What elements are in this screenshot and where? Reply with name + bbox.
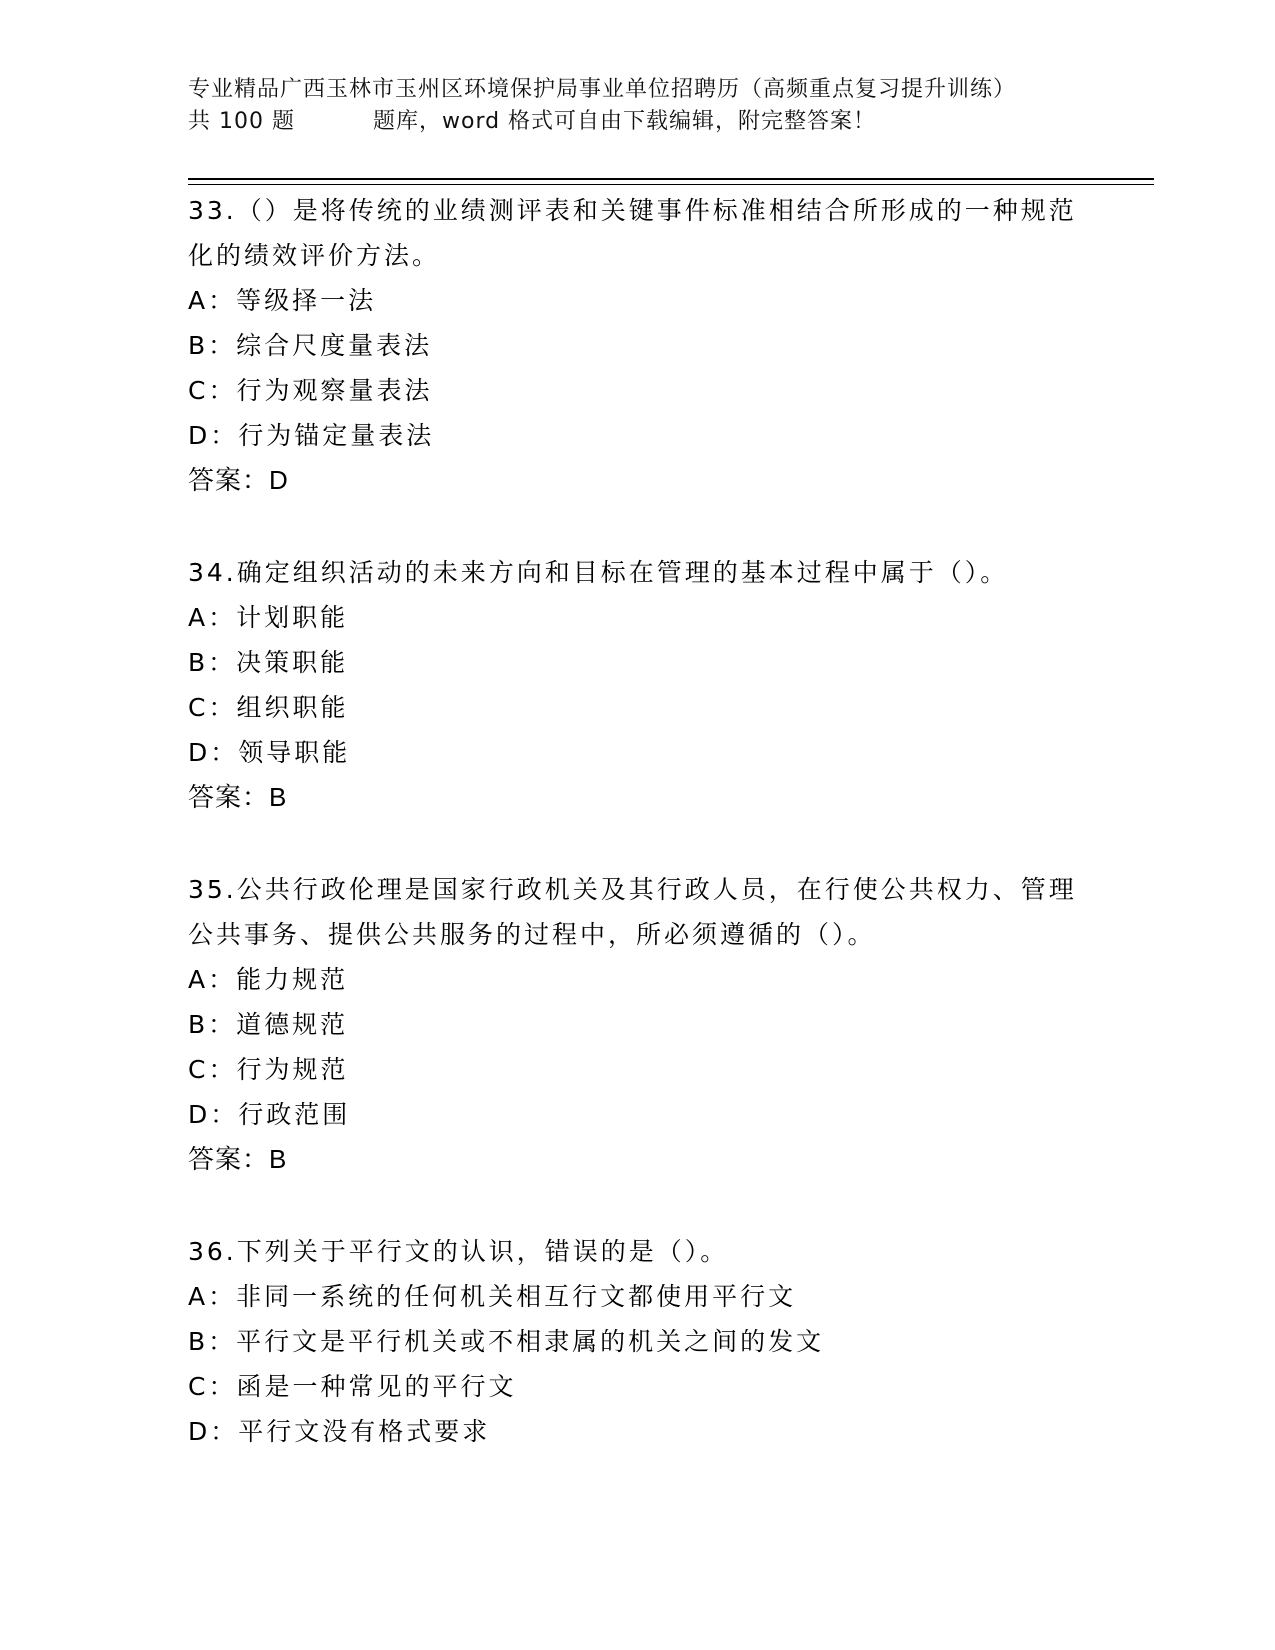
question-36 <box>188 1229 1088 1454</box>
question-text: 33.（）是将传统的业绩测评表和关键事件标准相结合所形成的一种规范化的绩效评价方法。 <box>188 196 1077 270</box>
option-d: D：领导职能 <box>188 738 351 767</box>
option-d: D：平行文没有格式要求 <box>188 1417 491 1446</box>
answer-line: 答案：B <box>188 1144 288 1174</box>
question-list <box>188 188 1088 1454</box>
question-count: 共 100 题 <box>188 109 295 134</box>
question-35 <box>188 867 1088 1182</box>
option-d: D：行为锚定量表法 <box>188 421 435 450</box>
option-b: B：决策职能 <box>188 648 349 677</box>
option-a: A：等级择一法 <box>188 286 377 315</box>
question-text: 34.确定组织活动的未来方向和目标在管理的基本过程中属于（）。 <box>188 558 1009 587</box>
question-text: 36.下列关于平行文的认识，错误的是（）。 <box>188 1237 729 1266</box>
option-c: C：行为规范 <box>188 1055 349 1084</box>
header-divider-thick <box>188 178 1154 180</box>
question-34 <box>188 550 1088 820</box>
option-c: C：函是一种常见的平行文 <box>188 1372 517 1401</box>
document-header <box>188 74 1088 138</box>
header-title-line: 专业精品广西玉林市玉州区环境保护局事业单位招聘历（高频重点复习提升训练） <box>188 77 1017 102</box>
answer-line: 答案：B <box>188 782 288 812</box>
option-b: B：道德规范 <box>188 1010 349 1039</box>
question-text: 35.公共行政伦理是国家行政机关及其行政人员，在行使公共权力、管理公共事务、提供公共服务的过程中，所必须遵循的（）。 <box>188 875 1077 949</box>
question-33 <box>188 188 1088 503</box>
option-b: B：综合尺度量表法 <box>188 331 433 360</box>
option-a: A：非同一系统的任何机关相互行文都使用平行文 <box>188 1282 797 1311</box>
option-d: D：行政范围 <box>188 1100 351 1129</box>
header-subtitle-line <box>188 106 1088 138</box>
header-divider-thin <box>188 184 1154 185</box>
option-b: B：平行文是平行机关或不相隶属的机关之间的发文 <box>188 1327 825 1356</box>
option-a: A：能力规范 <box>188 965 349 994</box>
option-c: C：组织职能 <box>188 693 349 722</box>
header-description: 题库，word 格式可自由下载编辑，附完整答案！ <box>372 109 877 134</box>
answer-line: 答案：D <box>188 465 289 495</box>
option-a: A：计划职能 <box>188 603 349 632</box>
option-c: C：行为观察量表法 <box>188 376 433 405</box>
